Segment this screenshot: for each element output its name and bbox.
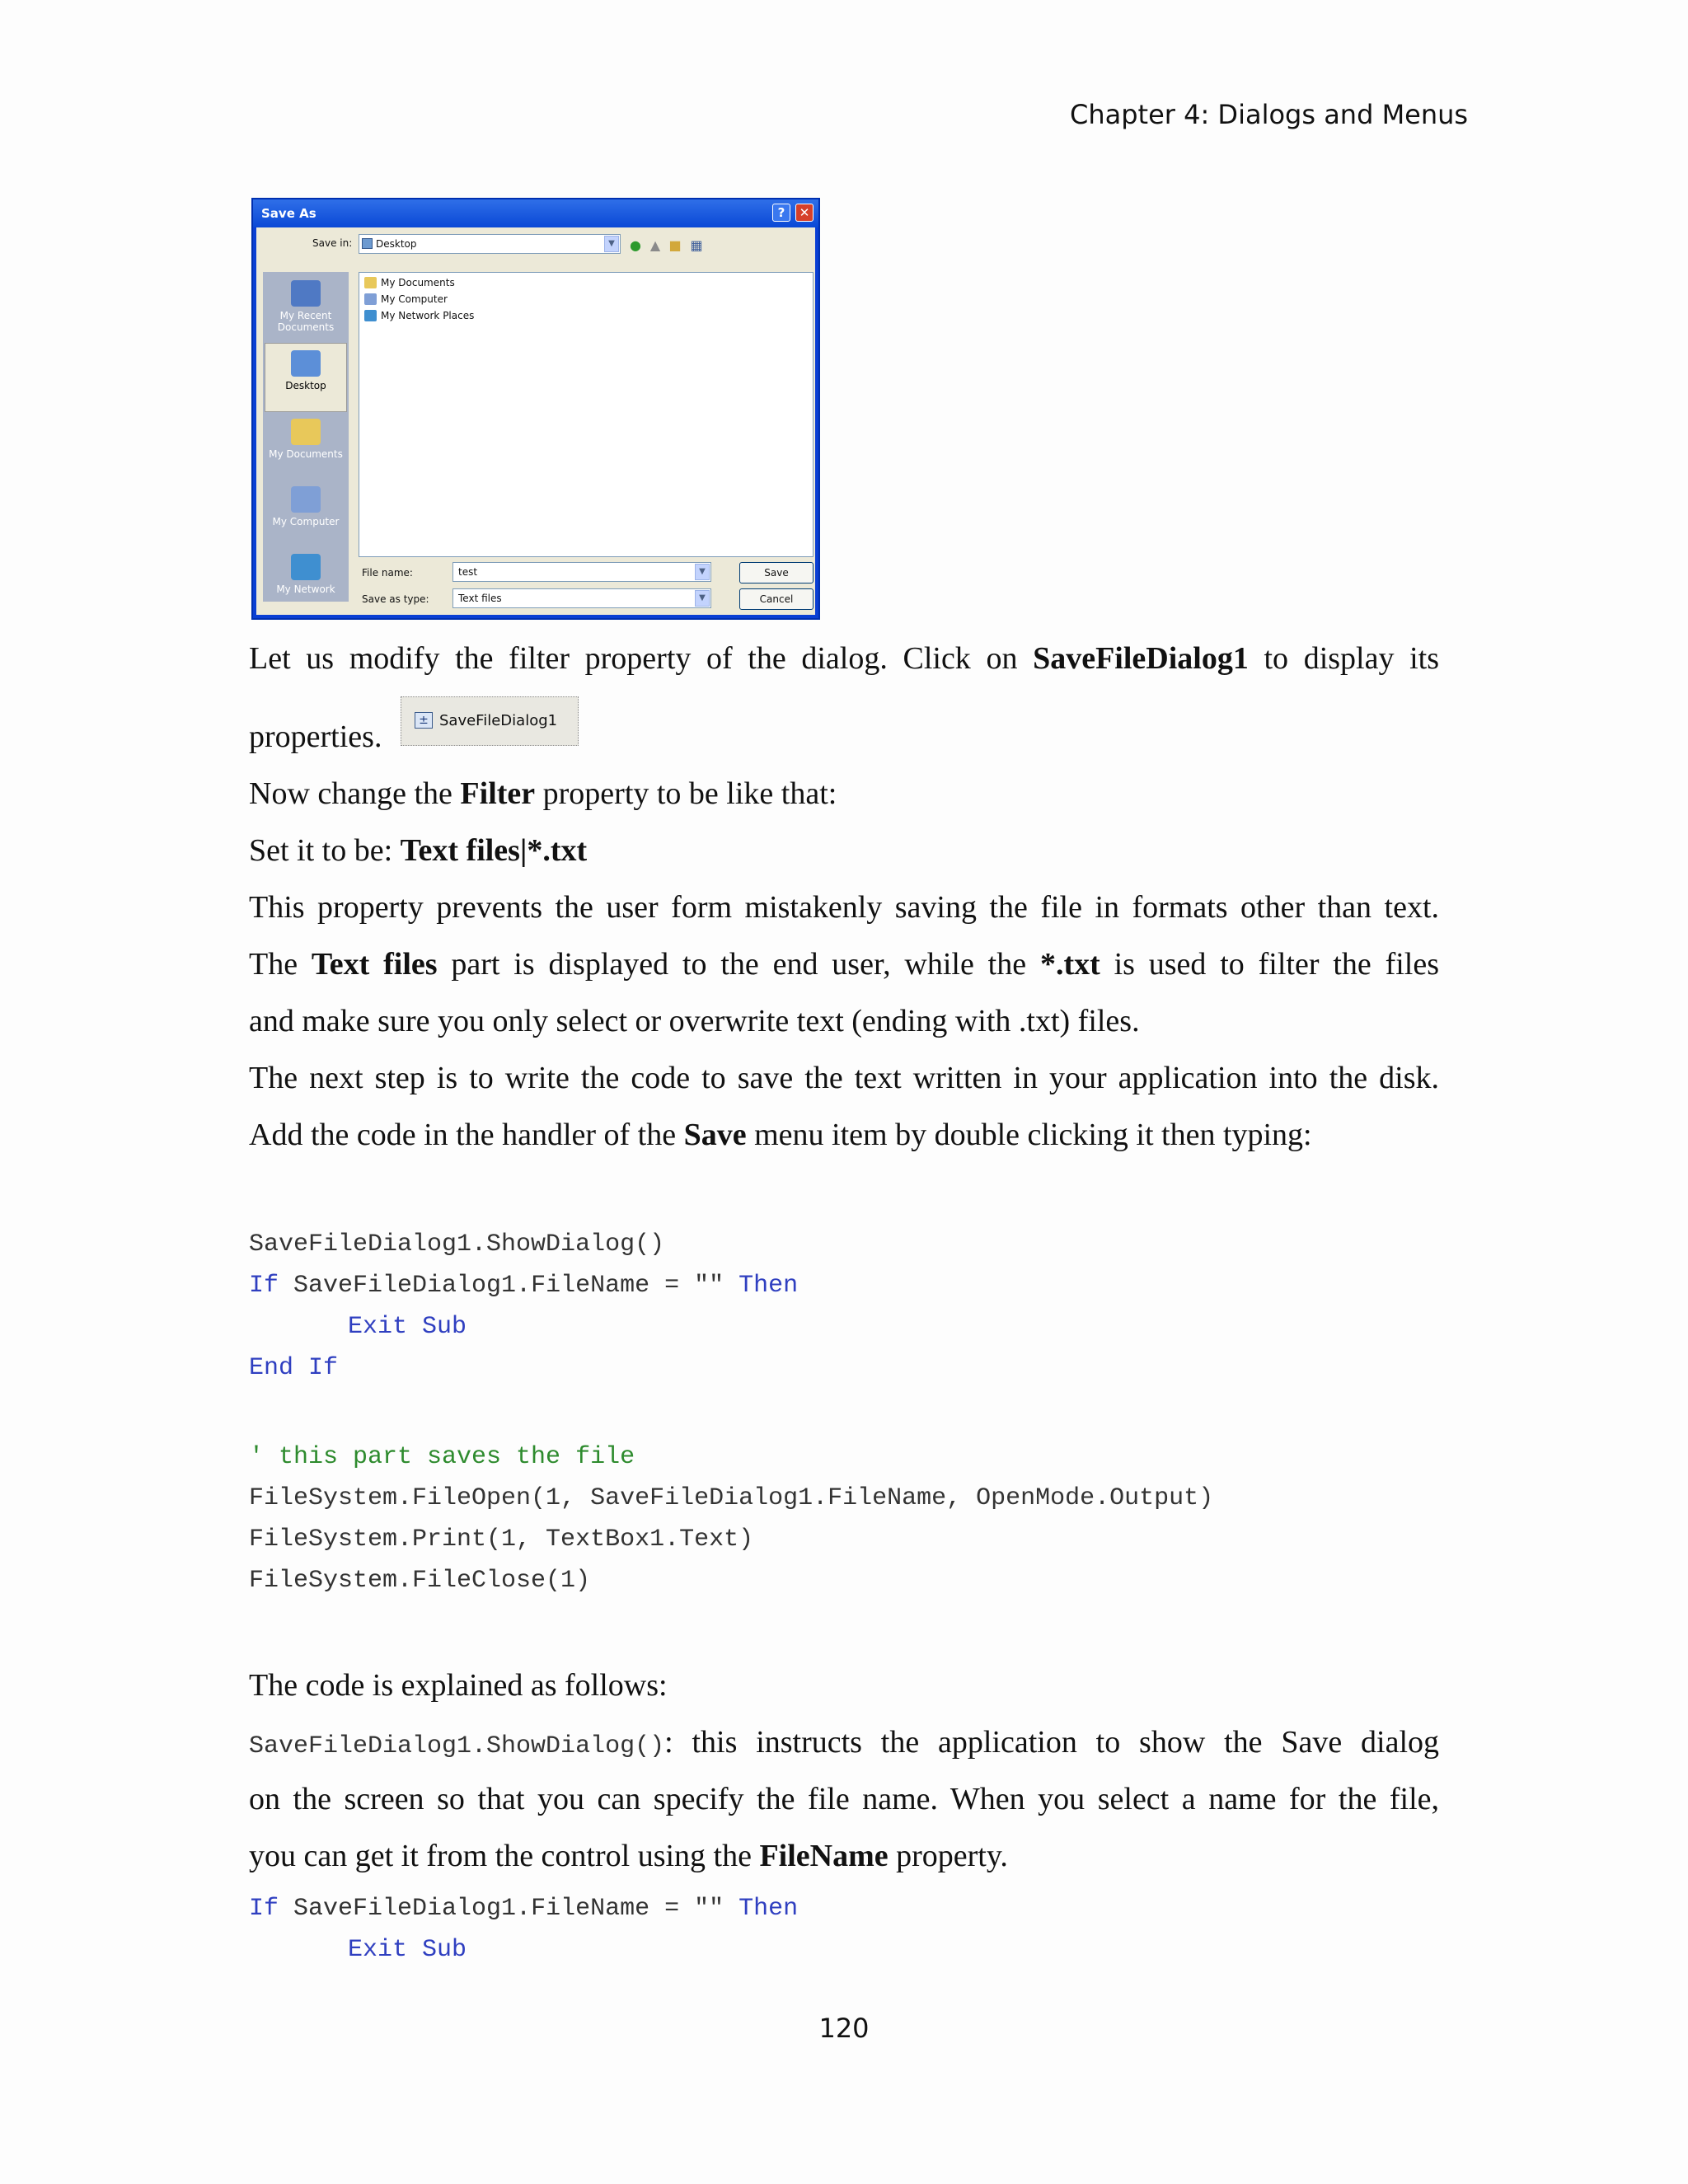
code-line xyxy=(249,1271,798,1301)
text-bold: FileName xyxy=(759,1839,889,1873)
code-line: SaveFileDialog1.ShowDialog() xyxy=(249,1230,665,1258)
chip-label: SaveFileDialog1 xyxy=(439,712,558,729)
text-bold: Text files xyxy=(311,947,438,982)
list-item[interactable] xyxy=(363,291,448,307)
places-bar xyxy=(263,272,349,602)
text-bold: Filter xyxy=(460,776,536,811)
recent-documents-icon xyxy=(291,280,321,307)
code-text: SaveFileDialog1.FileName = "" xyxy=(279,1895,739,1923)
text: : this instructs the application to show the Save dialog xyxy=(664,1725,1439,1760)
paragraph xyxy=(249,832,1439,869)
paragraph xyxy=(249,1838,1439,1874)
text: Set it to be: xyxy=(249,833,401,868)
list-item[interactable] xyxy=(363,274,455,291)
text-bold: Text files|*.txt xyxy=(400,833,588,868)
file-list[interactable] xyxy=(359,272,814,557)
file-name-value: test xyxy=(458,566,478,578)
text-bold: *.txt xyxy=(1039,947,1100,982)
text: Now change the xyxy=(249,776,461,811)
place-label: My Documents xyxy=(269,448,343,460)
desktop-icon xyxy=(362,238,373,249)
folder-icon xyxy=(364,277,377,288)
place-my-computer[interactable] xyxy=(263,480,349,549)
place-label: Desktop xyxy=(285,380,326,391)
my-computer-icon xyxy=(291,486,321,513)
dialog-client xyxy=(256,227,815,615)
save-in-combo[interactable] xyxy=(359,234,621,254)
code-keyword: Then xyxy=(738,1895,799,1923)
place-my-documents[interactable] xyxy=(263,412,349,481)
dialog-title: Save As xyxy=(261,206,316,221)
code-line: FileSystem.FileOpen(1, SaveFileDialog1.FileName, OpenMode.Output) xyxy=(249,1484,1214,1512)
file-name-field[interactable] xyxy=(452,562,711,582)
paragraph: and make sure you only select or overwrite text (ending with .txt) files. xyxy=(249,1004,1140,1038)
save-type-value: Text files xyxy=(458,593,502,604)
text-bold: SaveFileDialog1 xyxy=(1033,641,1249,676)
place-label: My Network xyxy=(276,583,335,595)
text: you can get it from the control using the xyxy=(249,1839,760,1873)
file-name-label: File name: xyxy=(362,567,413,579)
up-folder-icon[interactable]: ▲ xyxy=(649,237,661,253)
dialog-titlebar xyxy=(253,199,818,227)
paragraph: on the screen so that you can specify the file name. When you select a name for the file, xyxy=(249,1782,1439,1816)
code-keyword: If xyxy=(249,1272,279,1300)
save-as-dialog xyxy=(251,198,820,620)
page-number: 120 xyxy=(818,2013,870,2044)
network-icon xyxy=(364,310,377,321)
inline-code: SaveFileDialog1.ShowDialog() xyxy=(249,1732,665,1760)
text: The xyxy=(249,947,312,982)
code-line: FileSystem.FileClose(1) xyxy=(249,1567,591,1595)
code-comment: ' this part saves the file xyxy=(249,1443,635,1471)
savefiledialog1-component-chip[interactable] xyxy=(401,696,579,746)
computer-icon xyxy=(364,293,377,305)
text: to display its xyxy=(1248,641,1439,676)
paragraph: The next step is to write the code to save the text written in your application into the disk. xyxy=(249,1061,1439,1095)
code-keyword: Then xyxy=(738,1272,799,1300)
text: property to be like that: xyxy=(535,776,837,811)
chapter-header: Chapter 4: Dialogs and Menus xyxy=(1070,99,1469,130)
paragraph xyxy=(249,1117,1439,1153)
paragraph: This property prevents the user form mistakenly saving the file in formats other than text. xyxy=(249,890,1439,925)
paragraph: The code is explained as follows: xyxy=(249,1668,668,1703)
desktop-icon xyxy=(291,350,321,377)
component-icon: ± xyxy=(415,712,433,729)
text: Let us modify the filter property of the dialog. Click on xyxy=(249,641,1034,676)
paragraph xyxy=(249,640,1439,677)
my-documents-icon xyxy=(291,419,321,445)
text-bold: Save xyxy=(683,1118,747,1152)
chevron-down-icon[interactable]: ▼ xyxy=(695,590,710,607)
save-type-label: Save as type: xyxy=(362,593,429,605)
paragraph xyxy=(249,946,1439,982)
views-menu-icon[interactable]: ▦ xyxy=(690,237,703,253)
place-label: My Recent Documents xyxy=(277,310,335,333)
list-item[interactable] xyxy=(363,307,474,324)
paragraph: properties. xyxy=(249,719,382,754)
save-in-value: Desktop xyxy=(376,238,417,250)
my-network-icon xyxy=(291,554,321,580)
code-text: SaveFileDialog1.FileName = "" xyxy=(279,1272,739,1300)
save-button[interactable]: Save xyxy=(739,562,814,583)
cancel-button[interactable]: Cancel xyxy=(739,588,814,610)
list-item-label: My Documents xyxy=(381,277,455,288)
save-type-select[interactable] xyxy=(452,588,711,608)
help-button[interactable]: ? xyxy=(772,204,790,222)
code-line: FileSystem.Print(1, TextBox1.Text) xyxy=(249,1526,754,1554)
text: property. xyxy=(888,1839,1008,1873)
text: Add the code in the handler of the xyxy=(249,1118,684,1152)
close-button[interactable]: ✕ xyxy=(795,204,814,222)
back-icon[interactable]: ● xyxy=(630,237,641,253)
code-line: Exit Sub xyxy=(348,1936,467,1964)
code-keyword: If xyxy=(249,1895,279,1923)
text: menu item by double clicking it then typing: xyxy=(746,1118,1312,1152)
paragraph xyxy=(249,776,1439,812)
save-in-label: Save in: xyxy=(312,237,353,249)
chevron-down-icon[interactable]: ▼ xyxy=(695,564,710,580)
text: is used to filter the files xyxy=(1100,947,1439,982)
place-desktop[interactable] xyxy=(265,343,347,412)
list-item-label: My Computer xyxy=(381,293,448,305)
place-label: My Computer xyxy=(272,516,340,527)
text: part is displayed to the end user, while the xyxy=(437,947,1040,982)
place-my-network[interactable] xyxy=(263,547,349,616)
list-item-label: My Network Places xyxy=(381,310,475,321)
code-line: End If xyxy=(249,1354,339,1382)
paragraph xyxy=(249,1724,1439,1765)
chevron-down-icon[interactable]: ▼ xyxy=(604,236,619,252)
new-folder-icon[interactable]: ■ xyxy=(668,237,682,253)
code-line: Exit Sub xyxy=(348,1313,467,1341)
place-recent-documents[interactable] xyxy=(263,274,349,343)
code-line xyxy=(249,1894,798,1924)
